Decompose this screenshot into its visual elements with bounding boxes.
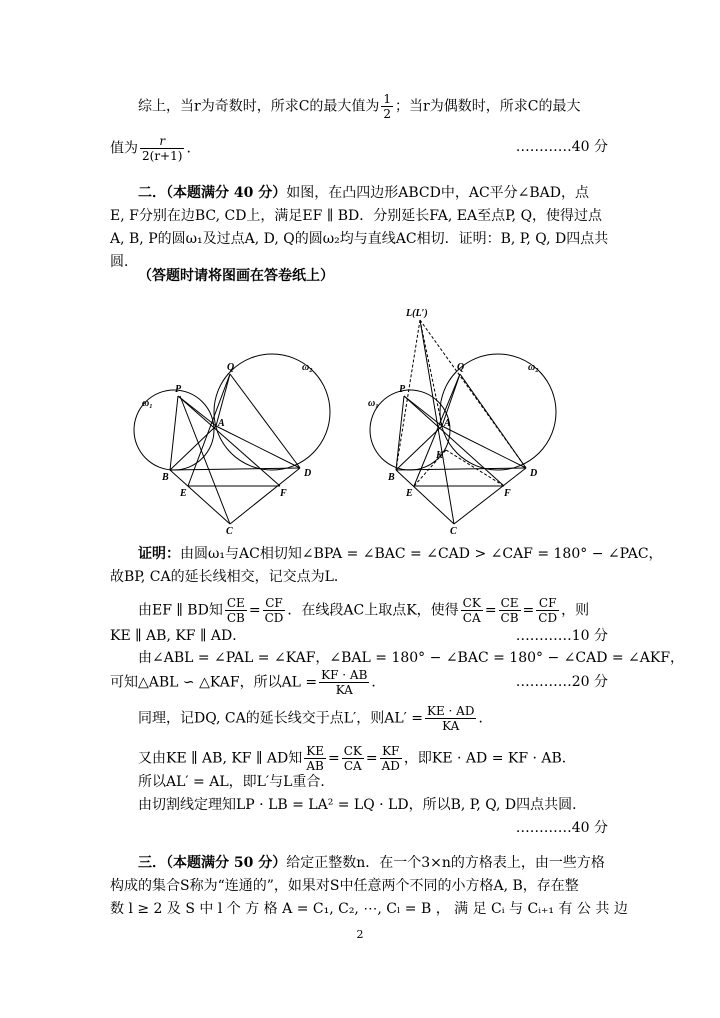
label-omega2: ω₂ [302,362,313,373]
label-C: C [226,526,233,537]
label-D: D [304,468,312,479]
label-E: E [180,488,187,499]
label-A: A [218,418,225,429]
right-figure [370,320,556,524]
score-marker: …………40 分 [515,820,608,836]
problem2-line-2: E, F分别在边BC, CD上，满足EF ∥ BD．分别延长FA, EA至点P, Q，使得过点 [110,208,603,224]
page-number: 2 [356,928,364,941]
summary-line-1: 综上，当r为奇数时，所求C的最大值为 $\frac{1}{2}$ ；当r为偶数时，所求C的最大 [138,92,581,121]
proof-line-9: 所以AL′ = AL，即L′与L重合． [138,774,335,790]
score-marker: …………20 分 [515,674,608,690]
proof-line-5: 由∠ABL = ∠PAL = ∠KAF，∠BAL = 180° − ∠BAC = 180° − ∠CAD = ∠AKF， [138,650,685,666]
problem2-line-3: A, B, P的圆ω₁及过点A, D, Q的圆ω₂均与直线AC相切．证明：B, P, Q, D四点共 [110,231,609,247]
label-C: C [450,526,457,537]
proof-line-8: 又由KE ∥ AB, KF ∥ AD知 $\frac{KE}{AB}$ = $\frac{CK}{CA}$ = $\frac{KF}{AD}$ ，即KE · AD = KF · AB． [138,744,576,773]
label-omega1: ω₁ [142,398,153,409]
label-Q: Q [457,362,465,373]
fraction: $\frac{1}{2}$ [383,92,392,121]
summary-line-2: 值为 $\frac{r}{2(r+1)}$ . [110,134,191,163]
proof-line-7: 同理，记DQ, CA的延长线交于点L′，则AL′ = $\frac{KE \cdot AD}{KA}$ ． [138,704,493,733]
proof-line-10: 由切割线定理知LP · LB = LA² = LQ · LD，所以B, P, Q, D四点共圆． [138,797,587,813]
proof-line-3: 由EF ∥ BD知 $\frac{CE}{CB}$ = $\frac{CF}{CD}$ ．在线段AC上取点K，使得 $\frac{CK}{CA}$ = $\frac{CE}{CB}$ = $\frac{CF}{CD}$ ，则 [138,596,590,625]
label-A: A [444,418,451,429]
label-B: B [388,472,395,483]
label-E: E [406,488,413,499]
problem2-line-1: 二．（本题满分 40 分）如图，在凸四边形ABCD中，AC平分∠BAD，点 [138,185,590,201]
problem2-heading: 二．（本题满分 40 分） [138,185,287,201]
label-B: B [162,472,169,483]
problem3-line-3: 数 l ≥ 2 及 S 中 l 个 方 格 A = C₁, C₂, ⋯, Cₗ = B ， 满 足 Cᵢ 与 Cᵢ₊₁ 有 公 共 边 [110,901,628,917]
score-marker: …………10 分 [515,628,608,644]
left-figure [134,354,330,524]
line-AC [180,396,230,524]
label-omega1: ω₁ [368,398,379,409]
geometry-figures [130,300,590,540]
proof-line-6: 可知△ABL ∽ △KAF，所以AL = $\frac{KF \cdot AB}{KA}$ ． [110,668,386,697]
label-L: L(L′) [406,308,428,319]
score-marker: …………40 分 [515,139,608,155]
proof-line-1: 证明：由圆ω₁与AC相切知∠BPA = ∠BAC = ∠CAD > ∠CAF = 180° − ∠PAC， [138,546,663,562]
problem3-heading: 三．（本题满分 50 分） [138,855,287,871]
label-Q: Q [227,362,235,373]
proof-label: 证明： [138,546,180,562]
label-K: K [436,450,443,461]
label-F: F [504,488,511,499]
problem3-line-2: 构成的集合S称为“连通的”，如果对S中任意两个不同的小方格A, B，存在整 [110,878,579,894]
label-omega2: ω₂ [528,362,539,373]
right-figure-labels [368,308,539,537]
label-P: P [175,384,182,395]
label-D: D [530,468,538,479]
problem3-line-1: 三．（本题满分 50 分）给定正整数n．在一个3×n的方格表上，由一些方格 [138,855,605,871]
proof-line-4: KE ∥ AB, KF ∥ AD． [110,628,247,644]
problem2-note: （答题时请将图画在答卷纸上） [138,268,334,284]
label-F: F [280,488,287,499]
fraction: $\frac{r}{2(r+1)}$ [142,134,183,163]
label-P: P [399,384,406,395]
problem2-line-4: 圆． [110,254,138,270]
proof-line-2: 故BP, CA的延长线相交，记交点为L． [110,569,348,585]
